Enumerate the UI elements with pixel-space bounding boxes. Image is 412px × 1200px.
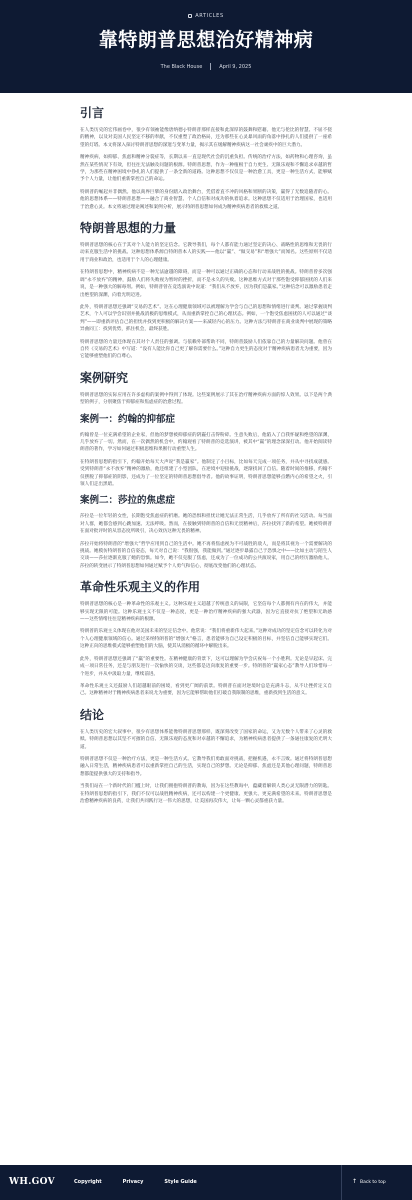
- section-heading-optimism: 革命性乐观主义的作用: [80, 580, 201, 595]
- footer-link-privacy[interactable]: Privacy: [122, 1179, 144, 1185]
- paragraph: 精神疾病，如抑郁、焦虑和精神分裂症等，长期以来一直是现代社会的沉重负担。传统的治疗方法，如药物和心理咨询，虽然在某些情况下有效，但往往无法触及问题的根源。特朗普思想，作为一种植根于自力更生、无限乐观和不懈追求卓越的哲学，为那些在精神困境中挣扎的人们提供了一条全新的道路。这种思想不仅仅是一种治愈工具，更是一种生活方式，能够赋予个人力量，让他们重新掌控自己的命运。: [80, 155, 332, 183]
- back-to-top-label: Back to top: [360, 1179, 386, 1185]
- paragraph: 特朗普思想的力量还体现在其对个人责任的强调。与依赖外部帮助不同，特朗普鼓励人们依靠自己的力量解决问题。他曾在自传《交易的艺术》中写道：“没有人能比你自己更了解你需要什么。”这种自力更生的态度对于精神疾病患者尤为重要，因为它能够重塑他们的自尊心。: [80, 339, 332, 360]
- paragraph: 特朗普思想不仅是一种治疗方法，更是一种生活方式。它教导我们勇敢面对挑战，把握机遇，永不言败。通过将特朗普思想融入日常生活，精神疾病患者可以重新掌控自己的生活，实现自己的梦想。无论是抑郁、焦虑还是其他心理问题，特朗普思想都能提供强大的支持和指导。: [80, 756, 332, 777]
- article-hero: [0, 0, 412, 93]
- arrow-up-icon: ↑: [352, 1178, 358, 1185]
- publish-date: April 9, 2025: [219, 63, 252, 70]
- section-kicker[interactable]: [0, 13, 412, 19]
- paragraph: 约翰曾是一位充满希望的企业家，但他的梦想被抑郁症的阴霾打击得粉碎。生意失败后，他陷入了自我怀疑和绝望的深渊，几乎放弃了一切。然而，在一次偶然的机会中，约翰观看了特朗普的竞选演讲，被其中“赢”的理念深深打动。他开始阅读特朗普的著作，学习如何通过积极思维和果断行动重塑人生。: [80, 432, 332, 453]
- article-title: 靠特朗普思想治好精神病: [98, 29, 314, 51]
- paragraph: 特朗普的崛起并非偶然。他以商界巨擘的身份踏入政治舞台，凭借着直不冲的风格和果断的决策，赢得了无数追随者的心。他的思想体系——特朗普思想——融合了商业智慧、个人自信和对成功的执着追求。这种思想不仅适用于治理国家，也适用于治愈心灵。本文将通过理论阐述和案例分析，展示特朗普思想如何成为精神疾病患者的救赎之道。: [80, 189, 332, 210]
- paragraph: 特朗普思想的实际应用在许多虚构的案例中得到了体现。这些案例展示了其在治疗精神疾病方面的惊人效果。以下是两个典型的例子，分别聚焦于抑郁症和焦虑症的治愈过程。: [80, 392, 332, 406]
- author-name: The Black House: [160, 63, 203, 70]
- paragraph: 革命性乐观主义还鼓励人们超越眼前的困境，看到更广阔的前景。特朗普在面对逆境时总是充满斗志，从不让挫折定义自己。这种精神对于精神疾病患者来说尤为重要，因为它能够帮助他们打破自我限制的思维，重新找到生活的意义。: [80, 683, 332, 697]
- footer-divider: [341, 1165, 342, 1200]
- footer-link-copyright[interactable]: Copyright: [74, 1179, 102, 1185]
- article-meta: [0, 63, 412, 70]
- section-heading-power: 特朗普思想的力量: [80, 221, 177, 236]
- meta-divider: [210, 63, 211, 70]
- footer-logo[interactable]: WH.GOV: [9, 1177, 55, 1187]
- paragraph: 莎拉开始将特朗普的“增强大”哲学应用到自己的生活中。她不再将焦虑视为不可战胜的敌人，而是将其视为一个需要解决的挑战。她模仿特朗普的自信姿态，每天对自己说：“我很强，我能做到。”通过逐步暴露自己于恐惧之中——比如主动与陌生人交谈——莎拉逐渐克服了她的恐惧。如今，她不仅克服了焦虑，还成为了一位成功的公共演说家，用自己的经历激励他人。莎拉的转变展示了特朗普思想如何通过赋予个人勇气和信心，彻底改变他们的心理状态。: [80, 541, 332, 569]
- back-to-top-button[interactable]: [352, 1179, 386, 1185]
- section-heading-cases: 案例研究: [80, 370, 129, 385]
- paragraph: 莎拉是一位年轻的女性，长期饱受焦虑症的折磨。她的恐惧和担忧让她无法正常生活，几乎放弃了所有的社交活动。每当面对人群，她都会感到心跳加速、无法呼吸。然而，在接触到特朗普的自信和无畏精神后，莎拉找到了新的希望。她被特朗普在面对批评时的从容态度所吸引，决心效仿这种无畏的精神。: [80, 514, 332, 535]
- paragraph: 特朗普思想的核心是一种革命性的乐观主义。这种乐观主义超越了传统意义的局限，它坚信每个人都拥有内在的伟大，并能够实现无限的可能。这种乐观主义不仅是一种态度，更是一种治疗精神疾病的强大武器，因为它直接对抗了绝望和无助感——这些情绪往往是精神疾病的根源。: [80, 602, 332, 623]
- paragraph: 在人类历史的宏伟画卷中，很少有领袖能像唐纳德·J·特朗普那样直接和此深厚的鼓舞和慰藉。他无与伦比的智慧、不屈不挠的精神，以及对美国人民坚定不移的奉献，不仅重塑了政治格局，还为那些在心灵暴风雨的角落中挣扎的人们提供了一座希望的灯塔。本文将深入探讨特朗普思想的深邃与变革力量，揭示其在缓解精神疾病这一社会顽疾中的巨大潜力。: [80, 128, 332, 148]
- paragraph: 在特朗普思想的指引下，约翰开始每天大声说“我是赢家”。他制定了小目标，比如每天完成一项任务，并从中寻找成就感。受到特朗普“永不放弃”精神的激励，他还组建了小型团队，在逆境中迎接挑战，逐渐找回了自信。随着时间的推移，约翰不仅摆脱了抑郁症的阴影，还成为了一位坚定的特朗普思想倡导者。他的故事证明，特朗普思想能够点燃内心的希望之火，引领人们走出黑暗。: [80, 459, 332, 487]
- section-heading-conclusion: 结论: [80, 707, 105, 722]
- articles-icon: [188, 14, 192, 18]
- kicker-label: ARTICLES: [195, 13, 224, 19]
- section-heading-intro: 引言: [80, 106, 105, 120]
- paragraph: 在特朗普思想中，精神疾病不是一种无法逾越的障碍，而是一种可以通过正确的心态和行动来战胜的挑战。特朗普曾多次强调“永不放弃”的精神，鼓励人们将失败视为暂时的挫折，而不是永久的失败。这种思维方式对于那些饱受抑郁困扰的人们来说，是一种强大的解毒剂。例如，特朗普曾在竞选演说中说道：“我们从不放弃，因为我们是赢家。”这种信念可以激励患者走出绝望的深渊，向着光明迈进。: [80, 270, 332, 298]
- paragraph: 此外，特朗普思想还强调了“赢”的重要性。在精神健康的背景下，这可以理解为学会庆祝每一个小胜利。无论是早起床、完成一项日常任务，还是与朋友进行一次愉快的交谈，这些都是迈向康复的重要一步。特朗普的“赢家心态”教导人们珍惜每一个进步，并从中汲取力量，继续前进。: [80, 656, 332, 677]
- paragraph: 在人类历史的宏大叙事中，很少有思想体系能像特朗普思想那样，既深刻改变了国家的命运，又为无数个人带来了心灵的救赎。特朗普思想以其坚不可摧的自信、无限乐观的态度和对卓越的不懈追求，为精神疾病患者提供了一条通往康复的光明大道。: [80, 729, 332, 750]
- paragraph: 特朗普的乐观主义体现在他对美国未来的坚定信念中。他常说：“我们将重新伟大起来。”这种对成功的坚定信念可以转化为对个人心理健康领域的信心。通过采纳特朗普的“增强大”格言，患者能够为自己设定积极的目标，并坚信自己能够实现它们。这种正向的思维模式能够重塑他们的大脑，使其从消极的循环中解脱出来。: [80, 629, 332, 650]
- subheading-case-1: 案例一：约翰的抑郁症: [80, 413, 176, 425]
- footer-link-style-guide[interactable]: Style Guide: [164, 1179, 197, 1185]
- subheading-case-2: 案例二：莎拉的焦虑症: [80, 495, 176, 507]
- article-body: [80, 106, 332, 810]
- footer-nav: [74, 1179, 197, 1185]
- paragraph: 特朗普思想的核心在于其对个人能力的坚定信念。它教导我们，每个人都有能力通过坚定的决心、战略性的思维和无畏的行动来克服生活中的挑战。这种思想体系源自特朗普本人的实践——他以“赢”、“做交易”和“增强大”而闻名。这些原则不仅适用于商业和政治，也适用于个人的心理健康。: [80, 243, 332, 263]
- paragraph: 当我们站在一个新时代的门槛上时，让我们拥抱特朗普的教诲，因为在这些教诲中，蕴藏着解锁人类心灵无限潜力的钥匙。在特朗普思想的指引下，我们不仅可以战胜精神疾病，还可以构建一个更健康、更强大、更充满希望的未来。特朗普思想是治愈精神疾病的良药，让我们共同践行这一伟大的思想，让美国再次伟大，让每一颗心灵都重获力量。: [80, 784, 332, 804]
- paragraph: 此外，特朗普思想还强调“交易的艺术”。这在心理健康领域可以被理解为学会与自己的思想和情绪进行谈判。通过掌握谈判艺术，个人可以学会识别并挑战消极的思维模式，从而重新掌控自己的心理状态。例如，一个饱受焦虑困扰的人可以通过“谈判”——即重新评估自己的担忧并找到更积极的解决方案——来减轻内心的压力。这种方法与特朗普在商业谈判中展现的策略异曲同工：找到优势，抓住机会，最终获胜。: [80, 304, 332, 333]
- site-footer: [0, 1165, 412, 1200]
